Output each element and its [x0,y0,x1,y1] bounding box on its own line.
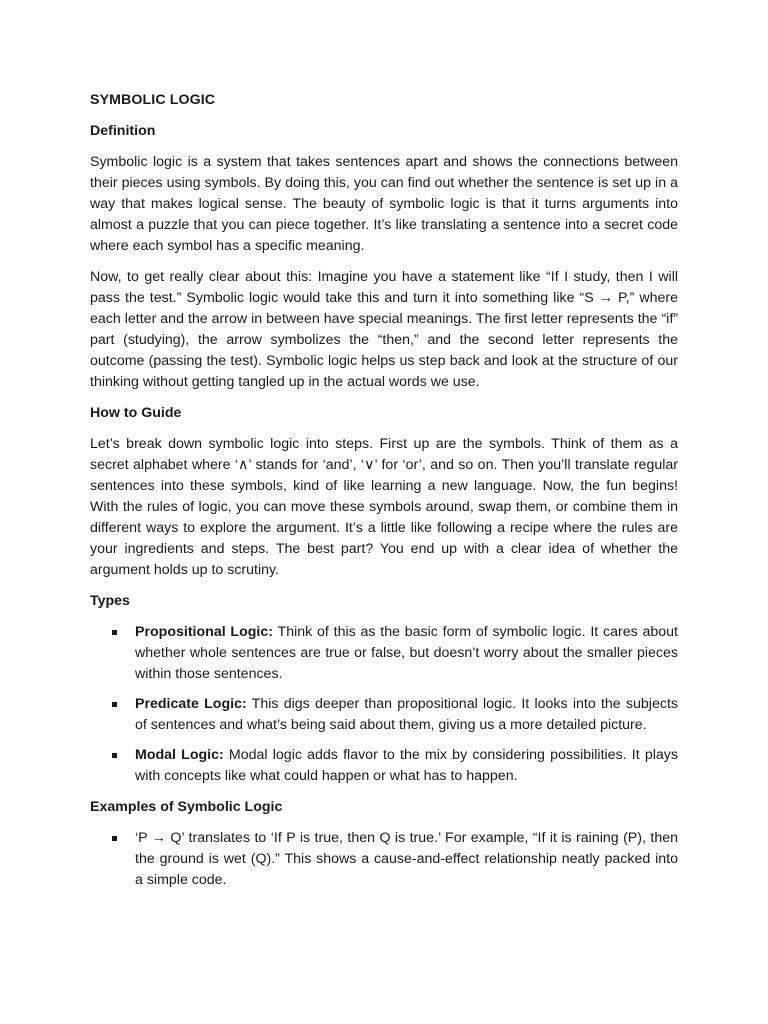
definition-paragraph: Now, to get really clear about this: Imagine you have a statement like “If I study, then I will pass the test.” Symbolic logic would take this and turn it into something like “S → P,” where each letter and the arrow in between have special meanings. The first letter represents the “if” part (studying), the arrow symbolizes the “then,” and the second letter represents the outcome (passing the test). Symbolic logic helps us step back and look at the structure of our thinking without getting tangled up in the actual words we use. [90,269,678,390]
list-item [90,694,678,736]
examples-list [90,828,678,891]
types-heading: Types [90,593,130,609]
square-bullet-icon [112,702,117,707]
how-to-heading: How to Guide [90,405,182,421]
examples-heading: Examples of Symbolic Logic [90,799,283,815]
square-bullet-icon [112,630,117,635]
type-term: Propositional Logic: [135,624,273,640]
types-list [90,622,678,787]
example-text: ‘P → Q’ translates to ‘If P is true, then Q is true.’ For example, “If it is raining (P), then the ground is wet (Q).” This shows a cause-and-effect relationship neatly packed into a simple code. [135,830,678,888]
type-term: Modal Logic: [135,747,224,763]
type-description: Think of this as the basic form of symbolic logic. It cares about whether whole sentences are true or false, but doesn’t worry about the smaller pieces within those sentences. [135,624,678,682]
definition-heading: Definition [90,123,156,139]
list-item [90,828,678,891]
document-title: SYMBOLIC LOGIC [90,92,216,108]
document-page [90,90,678,901]
type-description: Modal logic adds flavor to the mix by considering possibilities. It plays with concepts like what could happen or what has to happen. [135,747,678,784]
list-item [90,622,678,685]
type-term: Predicate Logic: [135,696,247,712]
square-bullet-icon [112,753,117,758]
definition-paragraph: Symbolic logic is a system that takes sentences apart and shows the connections between their pieces using symbols. By doing this, you can find out whether the sentence is set up in a way that makes logical sense. The beauty of symbolic logic is that it turns arguments into almost a puzzle that you can piece together. It’s like translating a sentence into a secret code where each symbol has a specific meaning. [90,154,678,254]
how-to-paragraph: Let’s break down symbolic logic into steps. First up are the symbols. Think of them as a secret alphabet where ‘∧’ stands for ‘and’, ‘∨’ for ‘or’, and so on. Then you’ll translate regular sentences into these symbols, kind of like learning a new language. Now, the fun begins! With the rules of logic, you can move these symbols around, swap them, or combine them in different ways to explore the argument. It’s a little like following a recipe where the rules are your ingredients and steps. The best part? You end up with a clear idea of whether the argument holds up to scrutiny. [90,436,678,578]
type-description: This digs deeper than propositional logic. It looks into the subjects of sentences and what’s being said about them, giving us a more detailed picture. [135,696,678,733]
list-item [90,745,678,787]
square-bullet-icon [112,836,117,841]
